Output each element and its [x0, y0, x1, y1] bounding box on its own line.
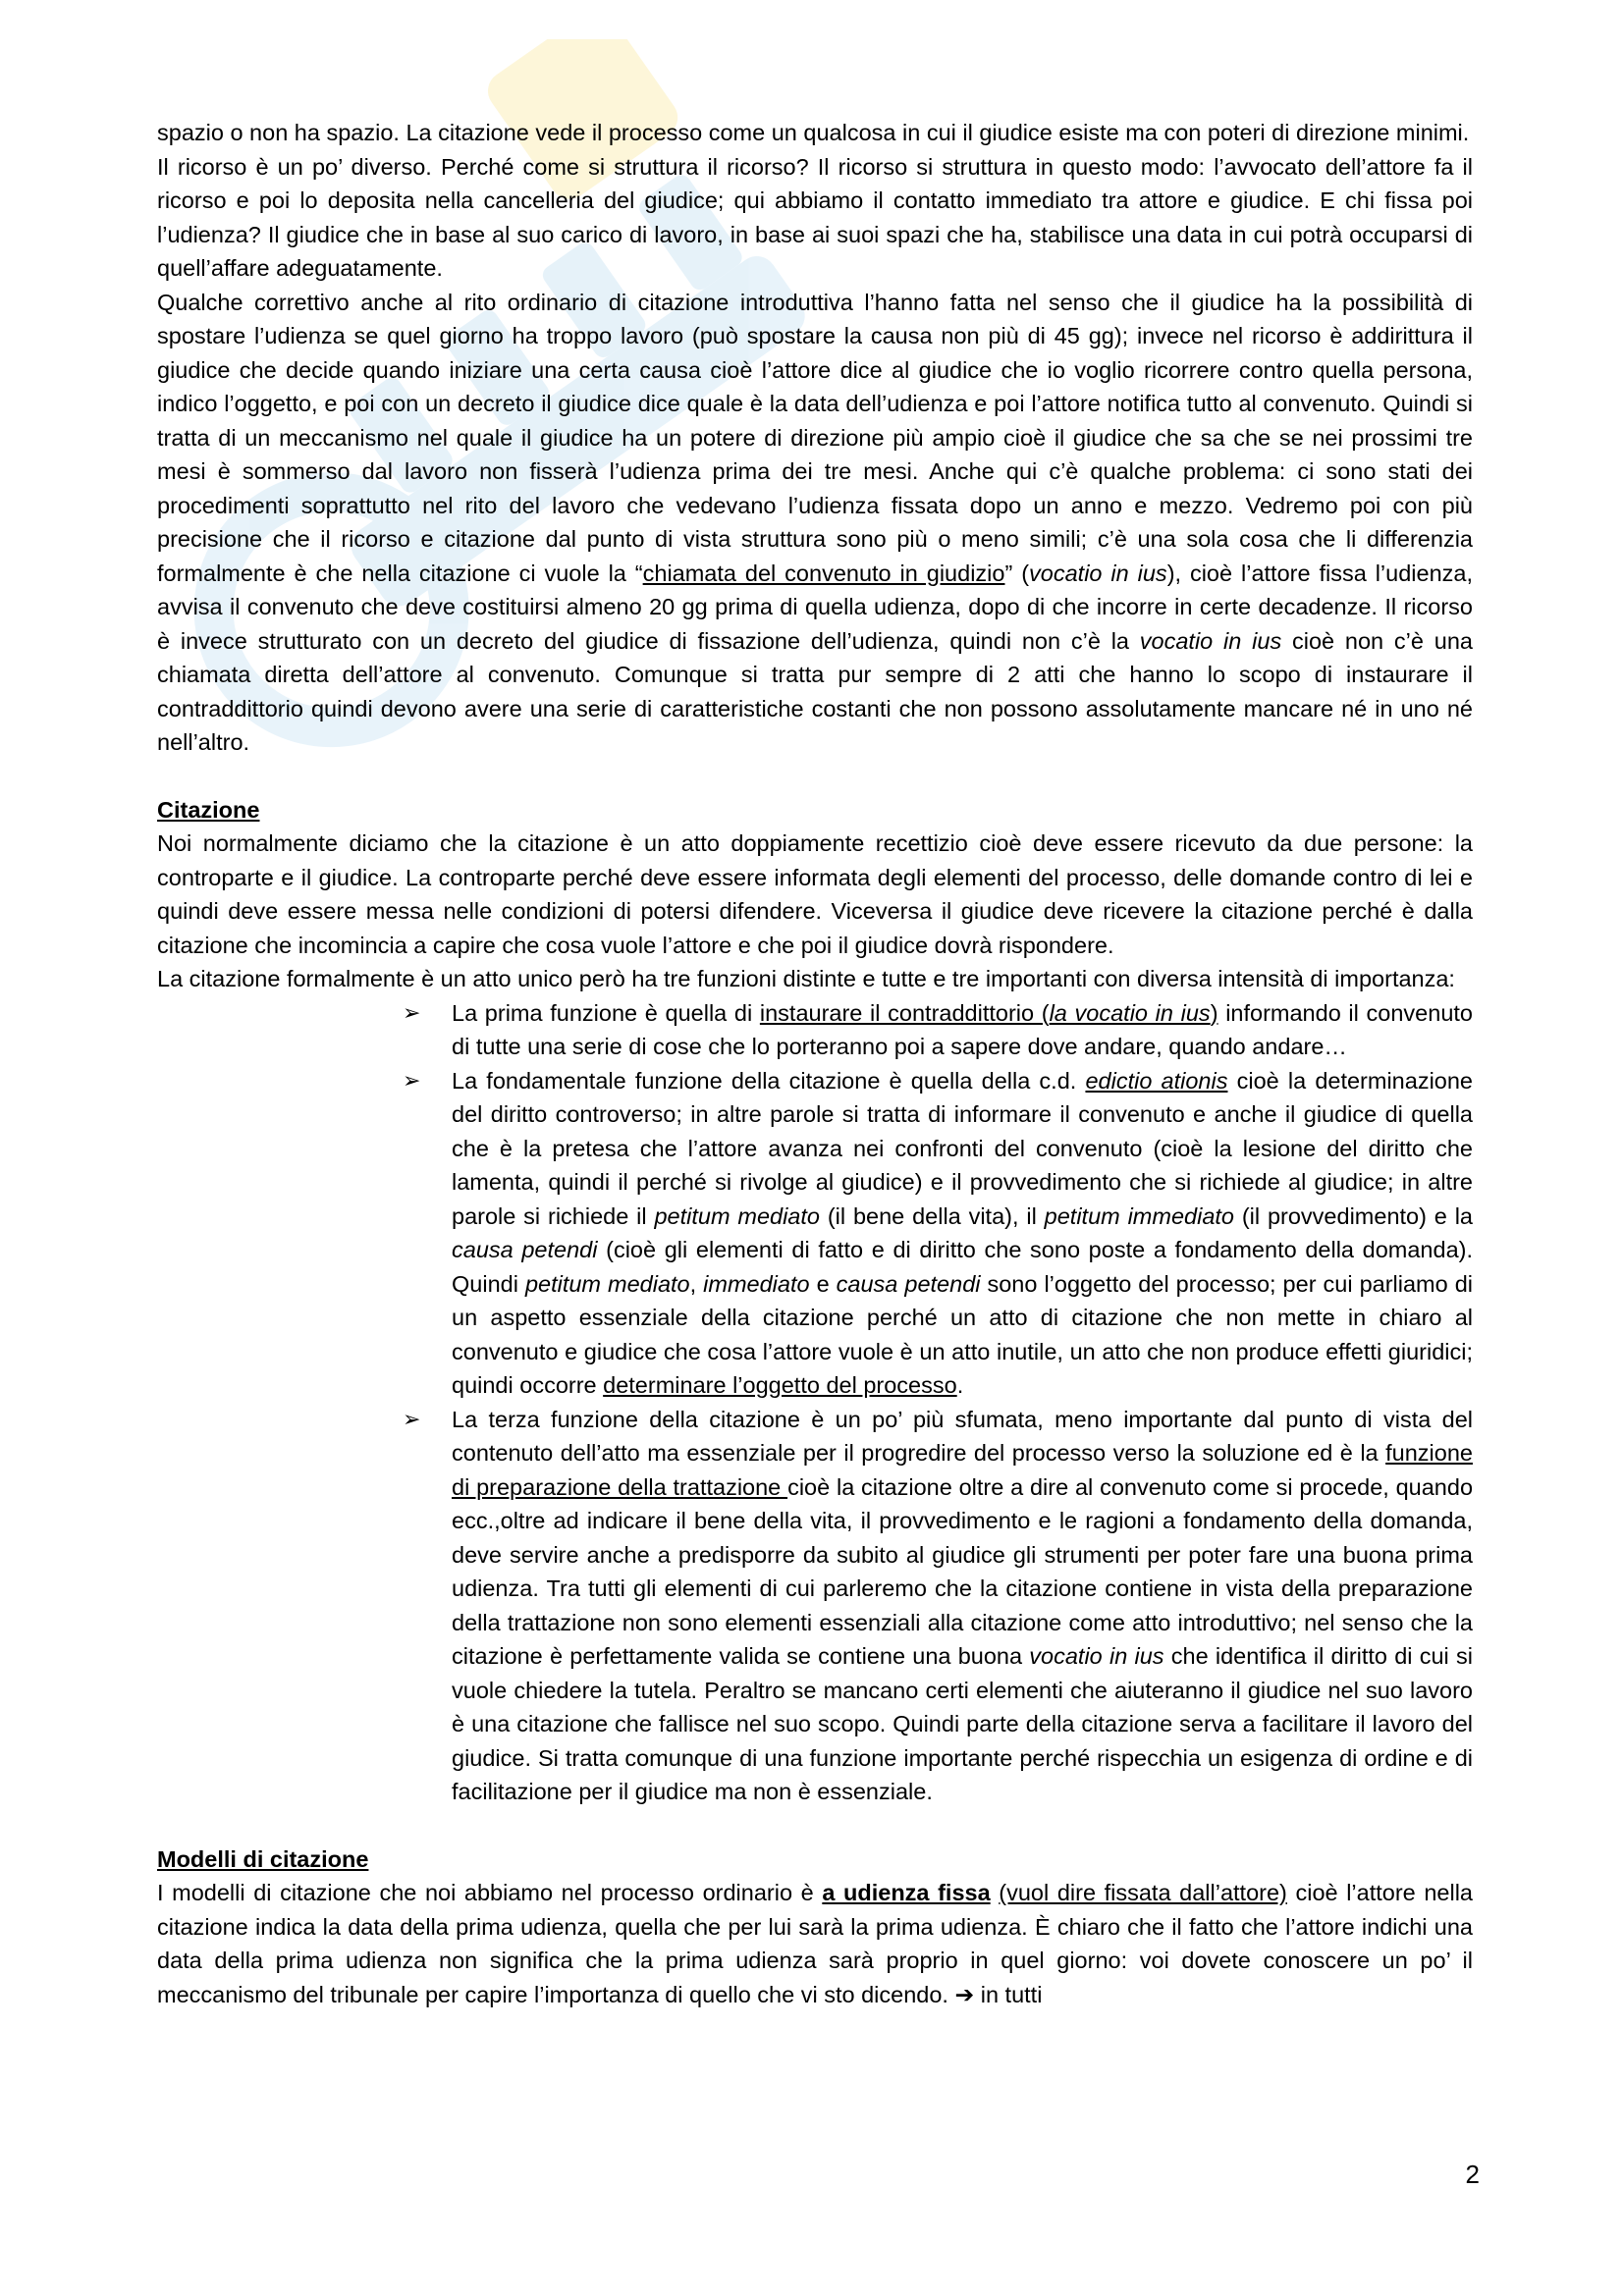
list-item [403, 1064, 1473, 1403]
paragraph-intro-3 [157, 286, 1473, 760]
arrow-bullet-icon: ➢ [403, 1067, 421, 1093]
text-span: La fondamentale funzione della citazione è quella della c.d. [452, 1067, 1086, 1094]
text-span [991, 1880, 1000, 1905]
underlined-term [760, 1000, 1218, 1026]
section-heading-citazione: Citazione [157, 796, 260, 823]
text-span: instaurare il contraddittorio ( [759, 999, 1050, 1026]
text-span: ), cioè l’attore fissa l’udienza, avvisa il convenuto che deve costituirsi almeno 20 gg prima di quella udienza, dopo di che incorre in certe decadenze. Il ricorso è invece strutturato con un decreto del giudice di fissazione dell’udienza, quindi non c’è la [157, 560, 1473, 654]
text-span: Il ricorso è un po’ diverso. Perché come si struttura il ricorso? Il ricorso si struttura in questo modo: l’avvocato dell’attore fa il ricorso e poi lo deposita nella cancelleria del giudice; qui abbiamo il contatto immediato tra attore e giudice. E chi fissa poi l’udienza? Il giudice che in base al suo carico di lavoro, in base ai suoi spazi che ha, stabilisce una data in cui potrà occuparsi di quell’affare adeguatamente. [157, 153, 1473, 281]
latin-term: vocatio in ius [1029, 1643, 1164, 1669]
text-span: cioè l’attore nella citazione indica la data della prima udienza, quella che per lui sarà la prima udienza. È chiaro che il fatto che l’attore indichi una data della prima udienza non significa che la prima udienza sarà proprio in quel giorno: voi dovete conoscere un po’ il meccanismo del tribunale per capire l’importanza di quello che vi sto dicendo. [157, 1880, 1473, 2007]
text-span: I modelli di citazione che noi abbiamo nel processo ordinario è [157, 1880, 823, 1905]
text-span: in tutti [974, 1981, 1043, 2007]
text-span: Qualche correttivo anche al rito ordinario di citazione introduttiva l’hanno fatta nel senso che il giudice ha la possibilità di spostare l’udienza se quel giorno ha troppo lavoro (può spostare la causa non più di 45 gg); invece nel ricorso è addirittura il giudice che decide quando iniziare una certa causa cioè l’attore dice al giudice che io voglio ricorrere contro quella persona, indico l’oggetto, e poi con un decreto il giudice dice quale è la data dell’udienza e poi l’attore notifica tutto al convenuto. Quindi si tratta di un meccanismo nel quale il giudice ha un potere di direzione più ampio cioè il giudice che sa che se nei prossimi tre mesi è sommerso dal lavoro non fisserà l’udienza prima dei tre mesi. Anche qui c’è qualche problema: ci sono stati dei procedimenti soprattutto nel rito del lavoro che vedevano l’udienza fissata dopo un anno e mezzo. Vedremo poi con più precisione che il ricorso e citazione dal punto di vista struttura sono più o meno simili; c’è una sola cosa che li differenzia formalmente è che nella citazione ci vuole la “ [157, 289, 1473, 586]
page-number: 2 [1465, 2160, 1480, 2189]
list-item [403, 996, 1473, 1064]
text-span: (il provvedimento) e la [1234, 1202, 1474, 1229]
paragraph-intro-2 [157, 150, 1473, 286]
latin-term: immediato [703, 1270, 810, 1297]
underlined-term: (vuol dire fissata dall’attore) [999, 1880, 1287, 1905]
text-span: che identifica il diritto di cui si vuole chiedere la tutela. Peraltro se mancano certi elementi che aiuteranno il giudice nel suo lavoro è una citazione che fallisce nel suo scopo. Quindi parte della citazione serva a facilitare il lavoro del giudice. Si tratta comunque di una funzione importante perché rispecchia un esigenza di ordine e di facilitazione per il giudice ma non è essenziale. [452, 1643, 1473, 1804]
text-span: spazio o non ha spazio. La citazione vede il processo come un qualcosa in cui il giudice esiste ma con poteri di direzione minimi. [157, 120, 1470, 145]
text-span: Noi normalmente diciamo che la citazione è un atto doppiamente recettizio cioè deve essere ricevuto da due persone: la controparte e il giudice. La controparte perché deve essere informata degli elementi del processo, delle domande contro di lei e quindi deve essere messa nelle condizioni di potersi difendere. Viceversa il giudice deve ricevere la citazione perché è dalla citazione che incomincia a capire che cosa vuole l’attore e che poi il giudice dovrà rispondere. [157, 830, 1473, 958]
latin-term: petitum mediato [524, 1270, 690, 1297]
text-span: (cioè gli elementi di fatto e di diritto che sono poste a fondamento della domanda). Quindi [452, 1237, 1473, 1297]
functions-list [157, 996, 1473, 1809]
text-span: sono l’oggetto del processo; per cui parliamo di un aspetto essenziale della citazione perché un atto di citazione che non mette in chiaro al convenuto e giudice che cosa l’attore vuole è un atto inutile, un atto che non produce effetti giuridici; quindi occorre [452, 1270, 1473, 1398]
arrow-right-icon: ➔ [954, 1981, 975, 2007]
bold-term: a udienza fissa [822, 1880, 991, 1905]
paragraph-intro-1 [157, 116, 1473, 150]
latin-term: petitum immediato [1044, 1202, 1234, 1229]
text-span: ) [1210, 999, 1218, 1026]
arrow-bullet-icon: ➢ [403, 1406, 421, 1431]
latin-term: edictio ationis [1085, 1067, 1228, 1094]
paragraph-citazione-1 [157, 827, 1473, 962]
text-span: La citazione formalmente è un atto unico però ha tre funzioni distinte e tutte e tre importanti con diversa intensità di importanza: [157, 966, 1455, 991]
document-body [157, 116, 1473, 2011]
latin-term: petitum mediato [654, 1202, 820, 1229]
text-span: cioè la determinazione del diritto controverso; in altre parole si tratta di informare il convenuto e anche il giudice di quella che è la pretesa che l’attore avanza nei confronti del convenuto (cioè la lesione del diritto che lamenta, quindi il perché si rivolge al giudice) e il provvedimento che si richiede al giudice; in altre parole si richiede il [452, 1067, 1473, 1229]
latin-term: causa petendi [836, 1270, 981, 1297]
paragraph-citazione-2 [157, 962, 1473, 996]
list-item [403, 1403, 1473, 1809]
text-span: ” ( [1004, 560, 1030, 586]
text-span: cioè non c’è una chiamata diretta dell’attore al convenuto. Comunque si tratta pur sempre di 2 atti che hanno lo scopo di instaurare il contraddittorio quindi devono avere una serie di caratteristiche costanti che non possono assolutamente mancare né in uno né nell’altro. [157, 627, 1473, 755]
text-span: La terza funzione della citazione è un po’ più sfumata, meno importante dal punto di vista del contenuto dell’atto ma essenziale per il progredire del processo verso la soluzione ed è la [452, 1406, 1473, 1466]
latin-term: vocatio in ius [1139, 627, 1282, 654]
text-span: cioè la citazione oltre a dire al convenuto come si procede, quando ecc.,oltre ad indicare il bene della vita, il provvedimento e le ragioni a fondamento della domanda, deve servire anche a predisporre da subito al giudice gli strumenti per poter fare una buona prima udienza. Tra tutti gli elementi di cui parleremo che la citazione contiene in vista della preparazione della trattazione non sono elementi essenziali alla citazione come atto introduttivo; nel senso che la citazione è perfettamente valida se contiene una buona [452, 1473, 1474, 1669]
text-span: , [689, 1270, 704, 1297]
arrow-bullet-icon: ➢ [403, 999, 421, 1025]
underlined-term: chiamata del convenuto in giudizio [642, 560, 1005, 586]
text-span: La prima funzione è quella di [452, 999, 760, 1026]
latin-term: vocatio in ius [1029, 560, 1167, 586]
text-span: (il bene della vita), il [819, 1202, 1045, 1229]
underlined-term: determinare l’oggetto del processo [603, 1372, 957, 1398]
section-heading-modelli: Modelli di citazione [157, 1845, 369, 1872]
paragraph-modelli [157, 1876, 1473, 2011]
latin-term: la vocatio in ius [1049, 999, 1211, 1026]
text-span: . [956, 1372, 964, 1398]
latin-term: causa petendi [452, 1237, 598, 1262]
underlined-term: funzione di preparazione della trattazione [452, 1440, 1473, 1500]
text-span: informando il convenuto di tutte una serie di cose che lo porteranno poi a sapere dove andare, quando andare… [452, 999, 1473, 1059]
text-span: e [809, 1270, 837, 1297]
